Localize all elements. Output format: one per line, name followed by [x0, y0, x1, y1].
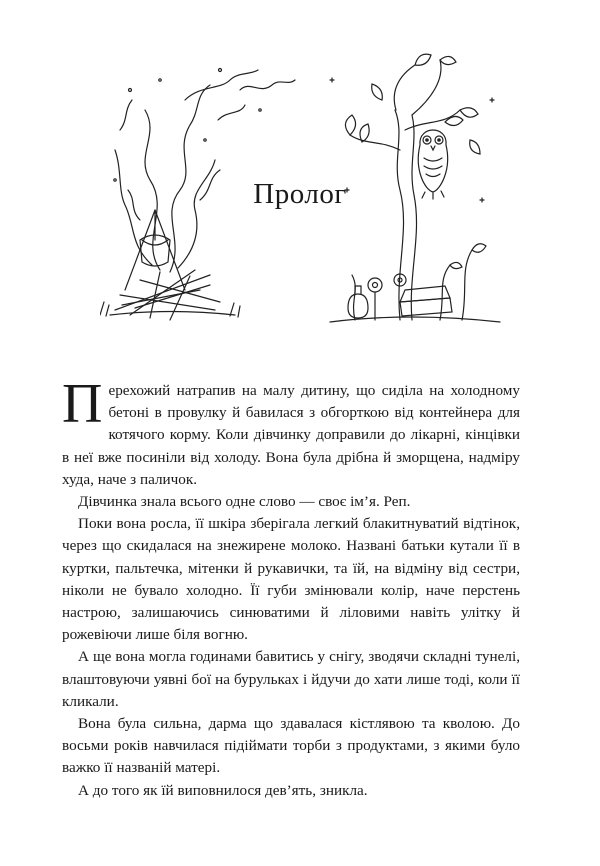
paragraph: Вона була сильна, дарма що здавалася кістлявою та кволою. До восьми років навчилася підіймати торби з продуктами, з якими було важко її названій матері. — [62, 715, 520, 777]
paragraph-text: ерехожий натрапив на малу дитину, що сиділа на холодному бетоні в провулку й бавилася з обгорткою від контейнера для котячого корму. Коли дівчинку доправили до лікарні, кінцівки в неї вже посиніли від холоду. Вона була дрібна й зморщена, надміру худа, наче з паличок. — [62, 382, 520, 488]
paragraph: Дівчинка знала всього одне слово — своє ім’я. Реп. — [78, 493, 411, 511]
paragraph: А ще вона могла годинами бавитись у снігу, зводячи складні тунелі, влаштовуючи уявні бої на бурульках і йдучи до хати лише тоді, коли її кликали. — [62, 648, 520, 710]
paragraph: А до того як їй виповнилося дев’ять, зникла. — [78, 781, 368, 799]
paragraph: Поки вона росла, її шкіра зберігала легкий блакитнуватий відтінок, через що скидалася на знежирене молоко. Названі батьки кутали її в куртки, пальтечка, мітенки й рукавички, та їй, на відміну від сестри, ніколи не бувало холодно. Її губи змінювали колір, наче перстень настрою, залишаючись синюватими й ліловими навіть улітку й рожевіючи лише біля вогню. — [62, 515, 520, 644]
drop-cap: П — [62, 373, 103, 435]
paragraph — [62, 373, 520, 491]
chapter-title: Пролог — [253, 178, 347, 210]
chapter-body — [62, 373, 520, 802]
